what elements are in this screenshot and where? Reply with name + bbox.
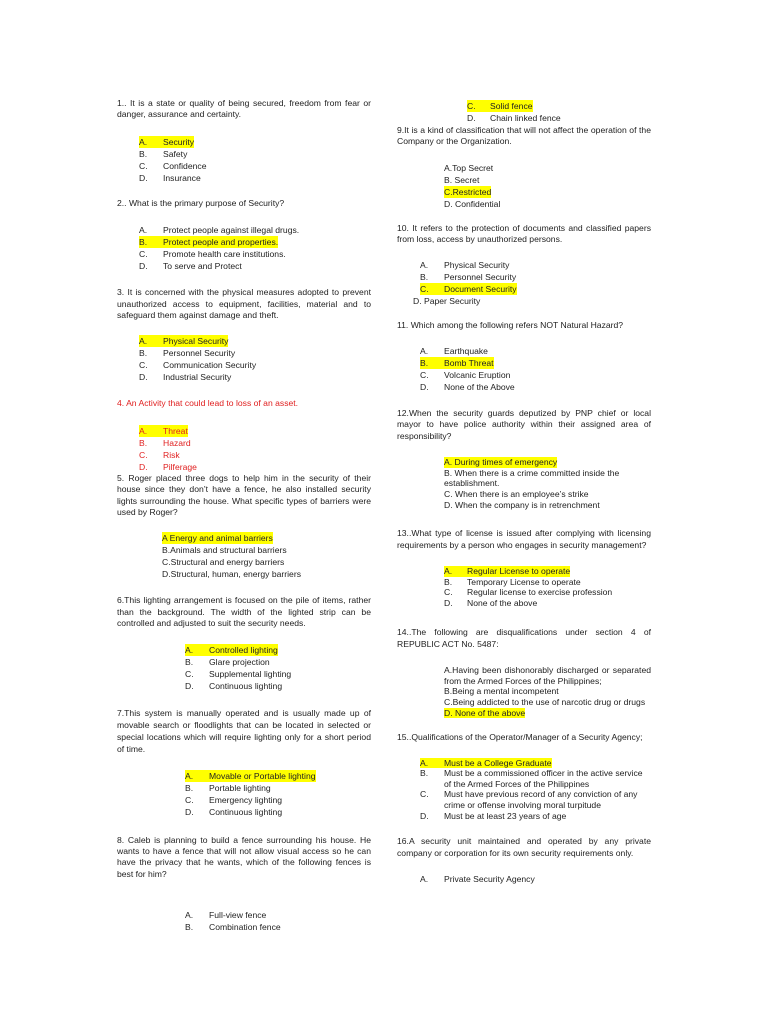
option: B. Bomb Threat (420, 358, 494, 369)
question-12: 12.When the security guards deputized by PNP chief or local mayor to have police authority within their assigned area of responsibility? (397, 408, 651, 441)
option: C. Supplemental lighting (185, 668, 292, 679)
option: D. None of the above (444, 707, 526, 718)
question-8-options-continued (467, 100, 651, 124)
option: B.Being a mental incompetent (444, 686, 559, 697)
option: B. When there is a crime committed inside the establishment. (444, 467, 620, 489)
option: D. Chain linked fence (467, 113, 561, 123)
question-2-options (139, 224, 371, 272)
question-6: 6.This lighting arrangement is focused on the pile of items, rather than the background. The width of the lighted strip can be controlled and adjusted to suit the security needs. (117, 595, 371, 629)
option: A Energy and animal barriers (162, 533, 273, 544)
question-13-options (444, 566, 651, 608)
question-9-options (444, 162, 651, 210)
option: A. Movable or Portable lighting (185, 770, 316, 781)
question-4: 4. An Activity that could lead to loss of an asset. (117, 398, 299, 409)
option: D. Must be at least 23 years of age (420, 810, 567, 821)
option: D. When the company is in retrenchment (444, 499, 600, 510)
question-1: 1.. It is a state or quality of being secured, freedom from fear or danger, assurance and certainty. (117, 98, 371, 120)
option: C. Solid fence (467, 101, 533, 111)
option: C. When there is an employee’s strike (444, 489, 589, 500)
option: D. Industrial Security (139, 372, 232, 383)
option: C.Restricted (444, 186, 492, 197)
option: D. Paper Security (413, 295, 481, 306)
left-column (117, 98, 371, 933)
option: C. Must have previous record of any conviction of any crime or offense involving moral turpitude (420, 789, 638, 810)
option: D. None of the Above (420, 382, 515, 393)
option: B. Temporary License to operate (444, 576, 581, 587)
option: C. Promote health care institutions. (139, 249, 286, 260)
question-8: 8. Caleb is planning to build a fence surrounding his house. He wants to have a fence that will not allow visual access so he can have the privacy that he wants, which of the following fences is best for him? (117, 834, 371, 879)
question-7: 7.This system is manually operated and is usually made up of movable search or floodlights that can be located in selected or special locations which will require lighting only for a short period of time. (117, 707, 371, 755)
option: B. Combination fence (185, 922, 281, 933)
option: A. Must be a College Graduate (420, 757, 552, 768)
option: A.Top Secret (444, 162, 494, 173)
question-10: 10. It refers to the protection of documents and classified papers from loss, access by unauthorized persons. (397, 222, 651, 245)
question-3-options (139, 335, 371, 383)
option: D. Continuous lighting (185, 680, 283, 691)
question-16-options (420, 873, 651, 885)
option: C. Volcanic Eruption (420, 370, 511, 381)
option: D. Continuous lighting (185, 806, 283, 817)
option: D. Pilferage (139, 461, 197, 472)
question-11: 11. Which among the following refers NOT Natural Hazard? (397, 319, 624, 330)
question-14: 14..The following are disqualifications under section 4 of REPUBLIC ACT No. 5487: (397, 627, 651, 649)
option: A. Physical Security (420, 259, 510, 270)
option: C. Confidence (139, 160, 207, 171)
option: C. Risk (139, 449, 180, 460)
question-9: 9.It is a kind of classification that will not affect the operation of the Company or the Organization. (397, 125, 651, 147)
option: A.Having been dishonorably discharged or separated from the Armed Forces of the Philippines; (444, 665, 651, 686)
option: B. Glare projection (185, 656, 270, 667)
question-16: 16.A security unit maintained and operated by any private company or corporation for its own security requirements only. (397, 836, 651, 858)
option: A. Threat (139, 425, 188, 436)
question-4-options (139, 425, 371, 473)
option: B. Personnel Security (139, 348, 236, 359)
option: A. Controlled lighting (185, 644, 278, 655)
option: B. Portable lighting (185, 782, 271, 793)
option: B. Hazard (139, 437, 191, 448)
right-column (397, 98, 651, 885)
option: D.Structural, human, energy barriers (162, 569, 301, 580)
option: C. Document Security (420, 283, 517, 294)
option: B.Animals and structural barriers (162, 545, 287, 556)
question-5-options (162, 532, 371, 580)
option: B. Protect people and properties. (139, 237, 279, 248)
option: D. To serve and Protect (139, 261, 242, 272)
option: A. Private Security Agency (420, 873, 535, 884)
question-15-options (420, 758, 651, 822)
option: D. None of the above (444, 597, 538, 608)
question-15: 15..Qualifications of the Operator/Manager of a Security Agency; (397, 732, 643, 743)
option: C. Regular license to exercise profession (444, 587, 613, 598)
option: A. Security (139, 136, 195, 147)
option: C.Being addicted to the use of narcotic drug or drugs (444, 697, 646, 707)
option: C. Communication Security (139, 360, 257, 371)
question-10-options (420, 259, 651, 295)
question-14-options (444, 665, 651, 718)
question-13: 13..What type of license is issued after complying with licensing requirements by a person who engages in security management? (397, 528, 651, 550)
option: A. Earthquake (420, 346, 488, 357)
question-12-options (444, 457, 651, 510)
question-3: 3. It is concerned with the physical measures adopted to prevent unauthorized access to equipment, facilities, material and to safeguard them against damage and theft. (117, 287, 371, 321)
option: A. Physical Security (139, 336, 229, 347)
option: D. Insurance (139, 172, 201, 183)
option: D. Confidential (444, 198, 501, 209)
option: A. Regular License to operate (444, 566, 571, 577)
question-5: 5. Roger placed three dogs to help him in the security of their house since they don’t have a fence, he also installed security lights surrounding the house. What specific types of barriers were used by Roger? (117, 472, 371, 518)
option: B. Secret (444, 174, 480, 185)
option: B. Personnel Security (420, 271, 517, 282)
question-11-options (420, 345, 651, 393)
option: B. Safety (139, 148, 188, 159)
option: C.Structural and energy barriers (162, 557, 285, 568)
question-6-options (185, 644, 371, 692)
option: A. During times of emergency (444, 457, 558, 468)
question-8-options (185, 909, 371, 933)
option: A. Full-view fence (185, 910, 267, 921)
option: B. Must be a commissioned officer in the active service of the Armed Forces of the Philippines (420, 768, 643, 789)
option: A. Protect people against illegal drugs. (139, 225, 300, 236)
option: C. Emergency lighting (185, 794, 283, 805)
question-1-options (139, 136, 371, 184)
question-2: 2.. What is the primary purpose of Security? (117, 197, 285, 208)
question-7-options (185, 770, 371, 818)
